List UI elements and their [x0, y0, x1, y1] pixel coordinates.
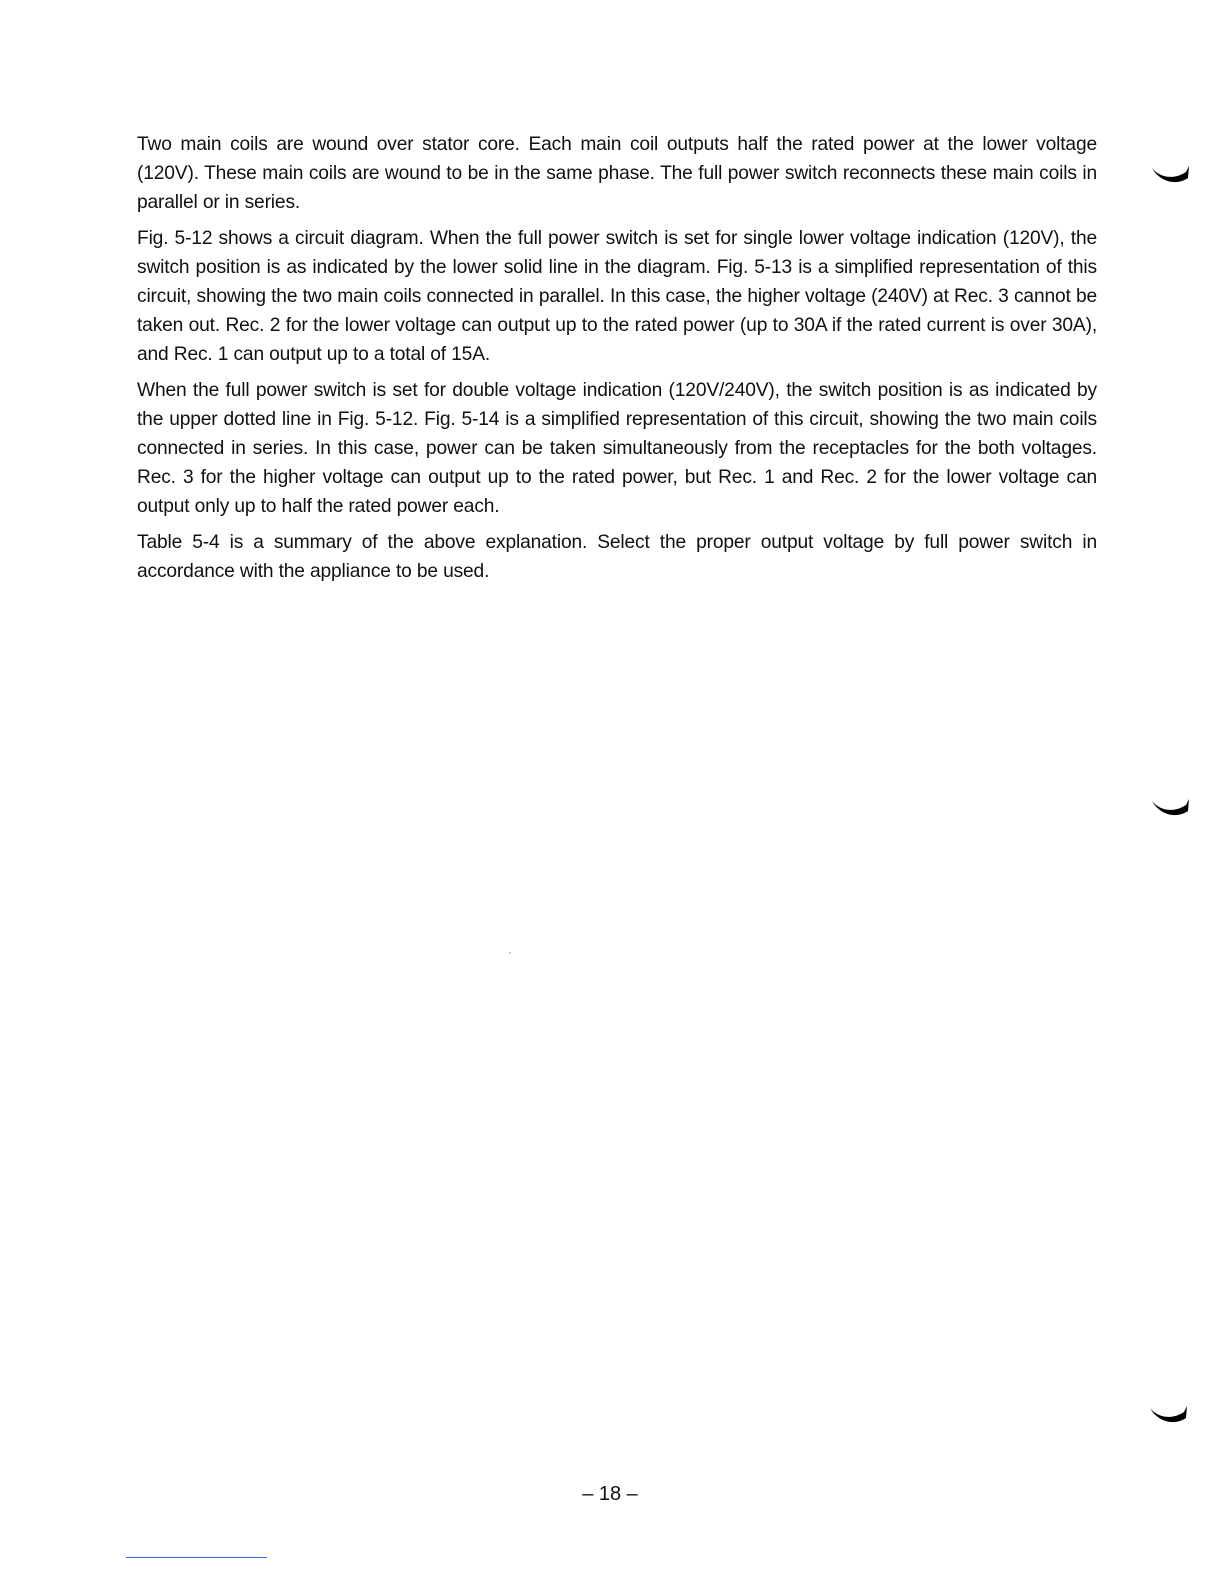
page-number: – 18 –	[582, 1483, 638, 1505]
binding-mark-icon	[1152, 797, 1190, 819]
paragraph: Two main coils are wound over stator core. Each main coil outputs half the rated power at the lower voltage (120V). These main coils are wound to be in the same phase. The full power switch reconnects these main coils in parallel or in series.	[137, 134, 1097, 213]
paragraph: Table 5-4 is a summary of the above explanation. Select the proper output voltage by full power switch in accordance with the appliance to be used.	[137, 532, 1097, 582]
paragraph: Fig. 5-12 shows a circuit diagram. When the full power switch is set for single lower voltage indication (120V), the switch position is as indicated by the lower solid line in the diagram. Fig. 5-13 is a simplified representation of this circuit, showing the two main coils connected in parallel. In this case, the higher voltage (240V) at Rec. 3 cannot be taken out. Rec. 2 for the lower voltage can output up to the rated power (up to 30A if the rated current is over 30A), and Rec. 1 can output up to a total of 15A.	[137, 228, 1097, 365]
paragraph: When the full power switch is set for double voltage indication (120V/240V), the switch position is as indicated by the upper dotted line in Fig. 5-12. Fig. 5-14 is a simplified representation of this circuit, showing the two main coils connected in series. In this case, power can be taken simultaneously from the receptacles for the both voltages. Rec. 3 for the higher voltage can output up to the rated power, but Rec. 1 and Rec. 2 for the lower voltage can output only up to half the rated power each.	[137, 380, 1097, 517]
body-text	[137, 130, 1097, 593]
bottom-rule	[126, 1557, 267, 1558]
binding-mark-icon	[1152, 164, 1190, 186]
scan-speck	[509, 952, 511, 954]
binding-mark-icon	[1150, 1404, 1188, 1426]
